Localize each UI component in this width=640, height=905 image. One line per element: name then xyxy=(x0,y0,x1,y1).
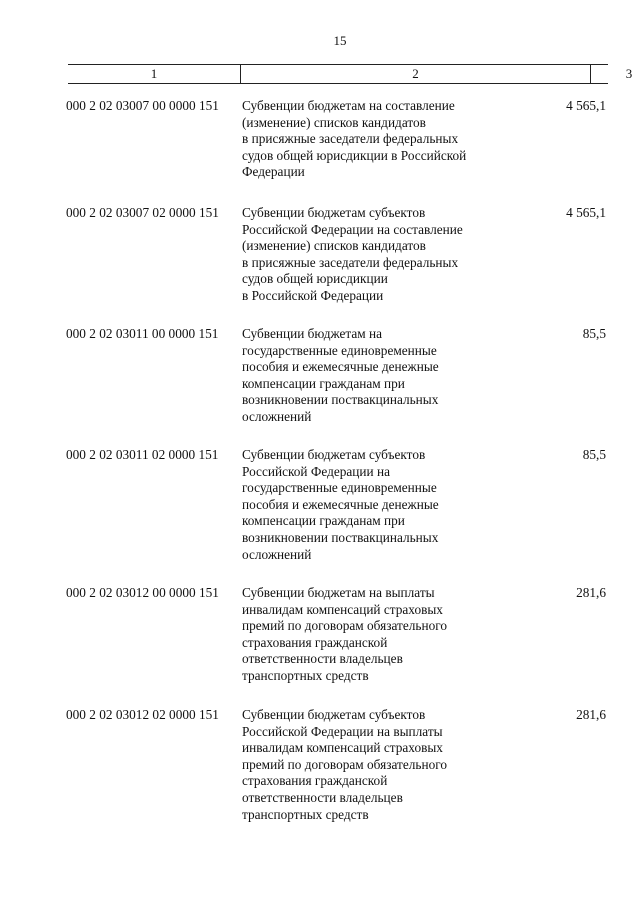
row-amount: 85,5 xyxy=(582,447,606,462)
table-header xyxy=(68,64,633,84)
budget-code: 000 2 02 03007 02 0000 151 xyxy=(66,205,219,220)
row-description: Субвенции бюджетам на составление (изменение) списков кандидатов в присяжные заседатели федеральных судов общей юрисдикции в Российской Федерации xyxy=(242,98,467,180)
row-amount: 281,6 xyxy=(576,707,606,722)
page-number: 15 xyxy=(333,33,347,48)
row-description: Субвенции бюджетам субъектов Российской Федерации на выплаты инвалидам компенсаций страховых премий по договорам обязательного страхования гражданской ответственности владельцев транспортных средств xyxy=(242,707,447,822)
column-header-2: 2 xyxy=(240,65,591,83)
column-header-1: 1 xyxy=(150,66,158,81)
row-description: Субвенции бюджетам на выплаты инвалидам компенсаций страховых премий по договорам обязательного страхования гражданской ответственности владельцев транспортных средств xyxy=(242,585,447,683)
row-description: Субвенции бюджетам субъектов Российской Федерации на государственные единовременные пособия и ежемесячные денежные компенсации гражданам при возникновении поствакцинальных осложнений xyxy=(242,447,439,562)
budget-code: 000 2 02 03007 00 0000 151 xyxy=(66,98,219,113)
row-amount: 85,5 xyxy=(582,326,606,341)
row-amount: 4 565,1 xyxy=(566,205,606,220)
budget-code: 000 2 02 03012 02 0000 151 xyxy=(66,707,219,722)
budget-code: 000 2 02 03011 02 0000 151 xyxy=(66,447,219,462)
row-amount: 281,6 xyxy=(576,585,606,600)
column-header-3: 3 xyxy=(625,66,633,81)
row-description: Субвенции бюджетам субъектов Российской Федерации на составление (изменение) списков кандидатов в присяжные заседатели федеральных судов общей юрисдикции в Российской Федерации xyxy=(242,205,463,303)
row-amount: 4 565,1 xyxy=(566,98,606,113)
budget-code: 000 2 02 03011 00 0000 151 xyxy=(66,326,219,341)
row-description: Субвенции бюджетам на государственные единовременные пособия и ежемесячные денежные компенсации гражданам при возникновении поствакцинальных осложнений xyxy=(242,326,439,424)
budget-code: 000 2 02 03012 00 0000 151 xyxy=(66,585,219,600)
